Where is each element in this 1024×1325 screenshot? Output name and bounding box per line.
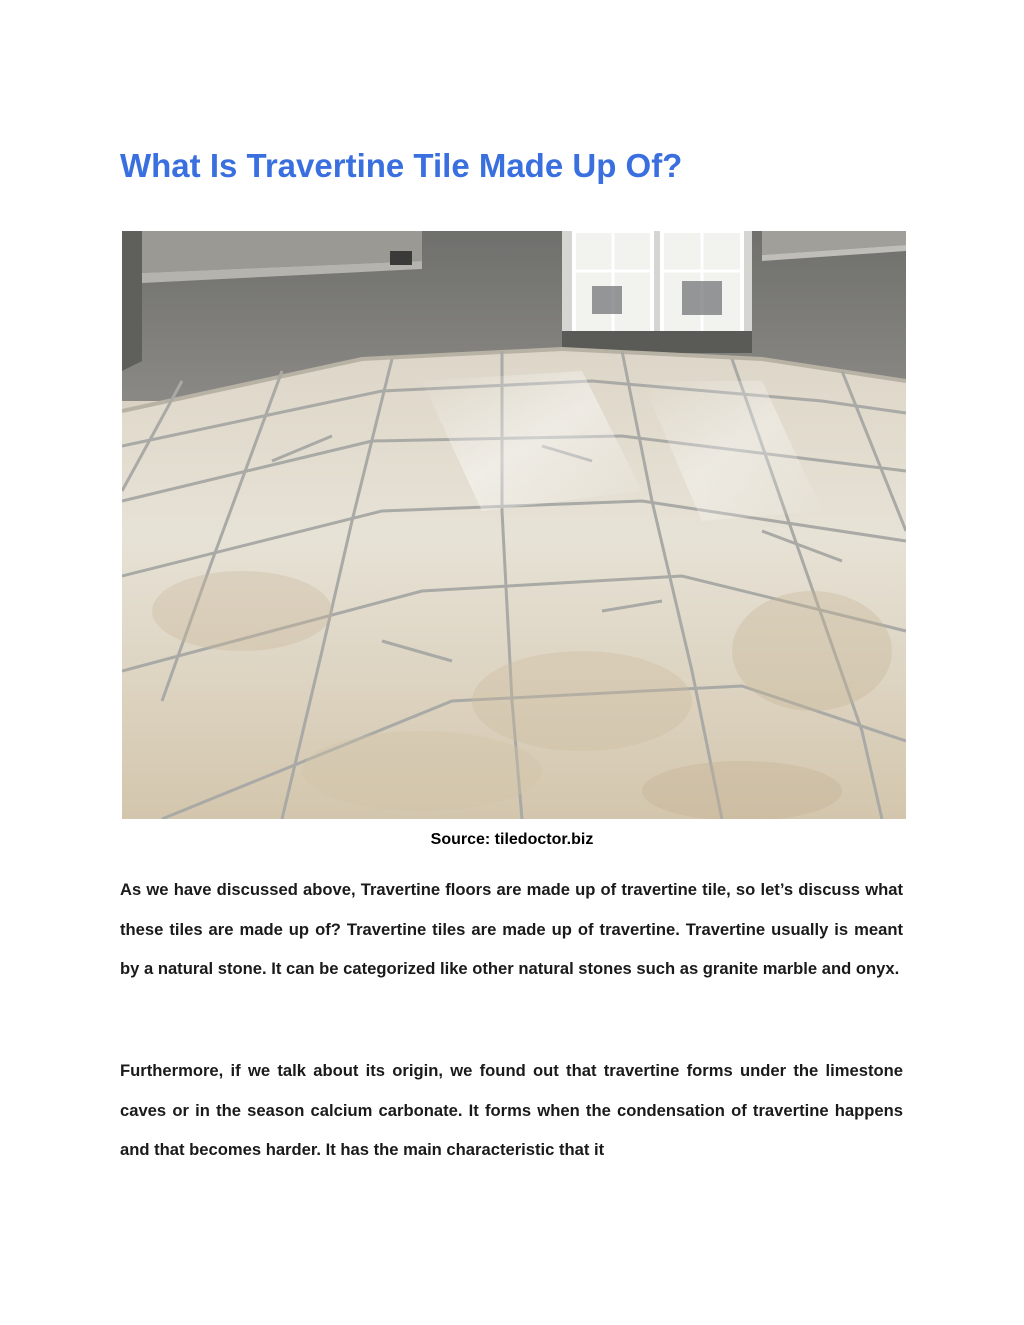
- wall-outlet: [390, 251, 412, 265]
- article-paragraph-1: As we have discussed above, Travertine floors are made up of travertine tile, so let’s discuss what these tiles are made up of? Travertine tiles are made up of travertine. Travertine usually is meant by a natural stone. It can be categorized like other natural stones such as granite marble and onyx.: [120, 880, 903, 978]
- travertine-floor-illustration: [122, 231, 906, 819]
- article-paragraph-2: Furthermore, if we talk about its origin, we found out that travertine forms under the limestone caves or in the season calcium carbonate. It forms when the condensation of travertine happens and that becomes harder. It has the main characteristic that it: [120, 1061, 903, 1159]
- page-title: What Is Travertine Tile Made Up Of?: [120, 147, 683, 184]
- travertine-floor-photo: [122, 231, 906, 819]
- image-caption: Source: tiledoctor.biz: [430, 831, 594, 848]
